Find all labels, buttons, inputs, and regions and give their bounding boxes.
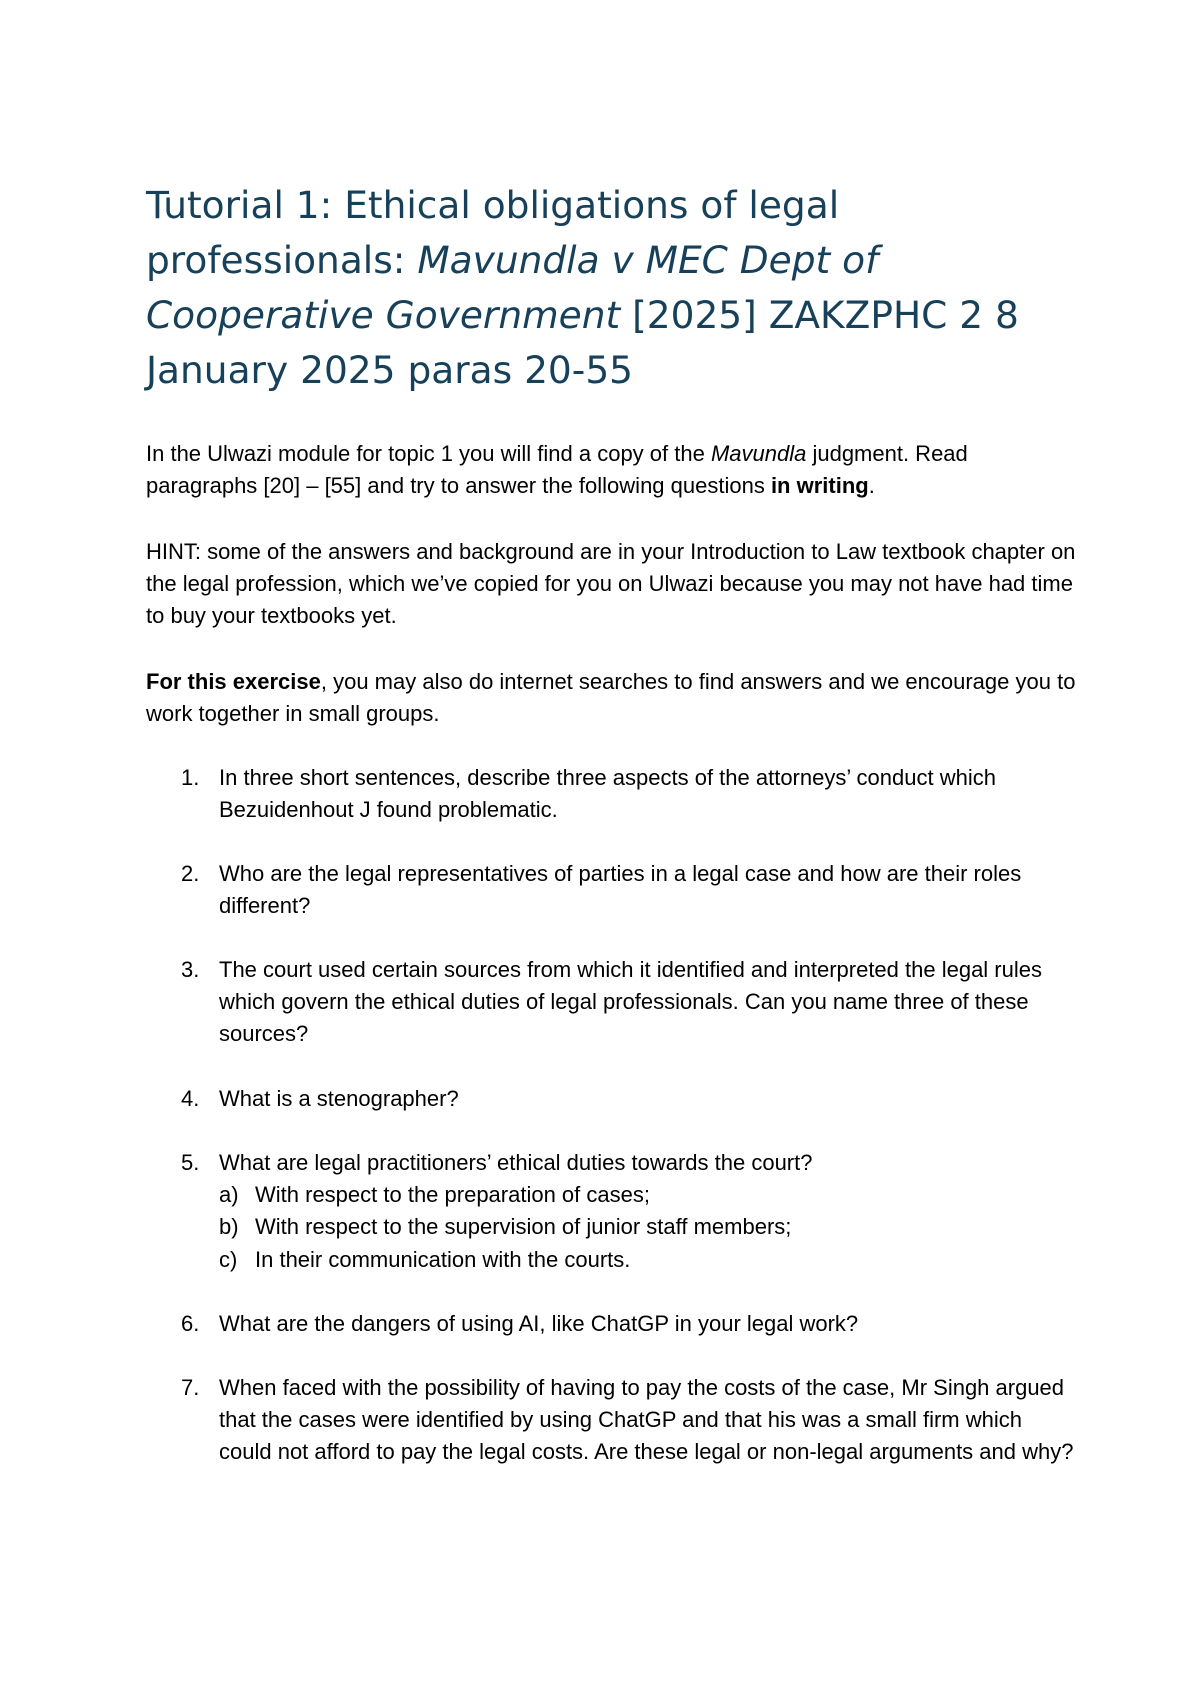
sub-item-text: In their communication with the courts. <box>255 1246 631 1272</box>
title-text: Tutorial 1: Ethical obligations of legal professionals: <box>146 183 840 282</box>
sub-item-text: With respect to the preparation of cases; <box>255 1182 650 1208</box>
hint-paragraph: HINT: some of the answers and background are in your Introduction to Law textbook chapter on the legal profession, which we’ve copied for you on Ulwazi because you may not have had time to buy your textbooks yet. <box>146 539 1076 629</box>
sub-item-letter: a) <box>219 1182 239 1208</box>
question-number: 3. <box>181 957 200 982</box>
sub-item-c <box>219 1244 1076 1276</box>
question-2 <box>181 858 1076 922</box>
question-5 <box>181 1147 1076 1276</box>
intro-text-1: In the Ulwazi module for topic 1 you will find a copy of the <box>146 441 711 466</box>
exercise-paragraph <box>146 666 1076 730</box>
intro-bold: in writing <box>770 473 869 499</box>
exercise-text: , you may also do internet searches to find answers and we encourage you to work together in small groups. <box>146 669 1076 727</box>
document-title <box>146 178 1076 398</box>
question-number: 2. <box>181 861 200 886</box>
title-case-name: Mavundla v MEC Dept of Cooperative Government <box>146 238 879 337</box>
intro-case-italic: Mavundla <box>710 441 807 466</box>
question-6 <box>181 1308 1076 1340</box>
exercise-bold: For this exercise <box>146 669 321 694</box>
sub-item-letter: b) <box>219 1214 239 1240</box>
question-text: What are legal practitioners’ ethical duties towards the court? <box>219 1150 813 1175</box>
question-text: Who are the legal representatives of parties in a legal case and how are their roles different? <box>219 861 1022 919</box>
question-number: 6. <box>181 1311 200 1336</box>
question-number: 7. <box>181 1375 200 1400</box>
sub-item-b <box>219 1211 1076 1243</box>
question-number: 1. <box>181 765 200 790</box>
question-text: What are the dangers of using AI, like ChatGP in your legal work? <box>219 1311 859 1336</box>
question-text: In three short sentences, describe three aspects of the attorneys’ conduct which Bezuidenhout J found problematic. <box>219 765 996 823</box>
intro-text-2: judgment. Read paragraphs [20] – [55] and try to answer the following questions <box>146 441 968 499</box>
sub-item-text: With respect to the supervision of junior staff members; <box>255 1214 792 1240</box>
sub-item-letter: c) <box>219 1246 238 1272</box>
question-1 <box>181 762 1076 826</box>
title-citation: [2025] ZAKZPHC 2 8 January 2025 paras 20-55 <box>146 293 1019 392</box>
question-3 <box>181 954 1076 1051</box>
question-text: What is a stenographer? <box>219 1086 459 1111</box>
question-text: When faced with the possibility of having to pay the costs of the case, Mr Singh argued that the cases were identified by using ChatGP and that his was a small firm which could not afford to pay the legal costs. Are these legal or non-legal arguments and why? <box>219 1375 1074 1465</box>
question-number: 4. <box>181 1086 200 1111</box>
question-7 <box>181 1372 1076 1469</box>
intro-text-3: . <box>868 473 875 499</box>
intro-paragraph <box>146 438 1076 502</box>
question-number: 5. <box>181 1150 200 1175</box>
question-4 <box>181 1083 1076 1115</box>
sub-item-a <box>219 1179 1076 1211</box>
question-text: The court used certain sources from which it identified and interpreted the legal rules which govern the ethical duties of legal professionals. Can you name three of these sources? <box>219 957 1042 1047</box>
